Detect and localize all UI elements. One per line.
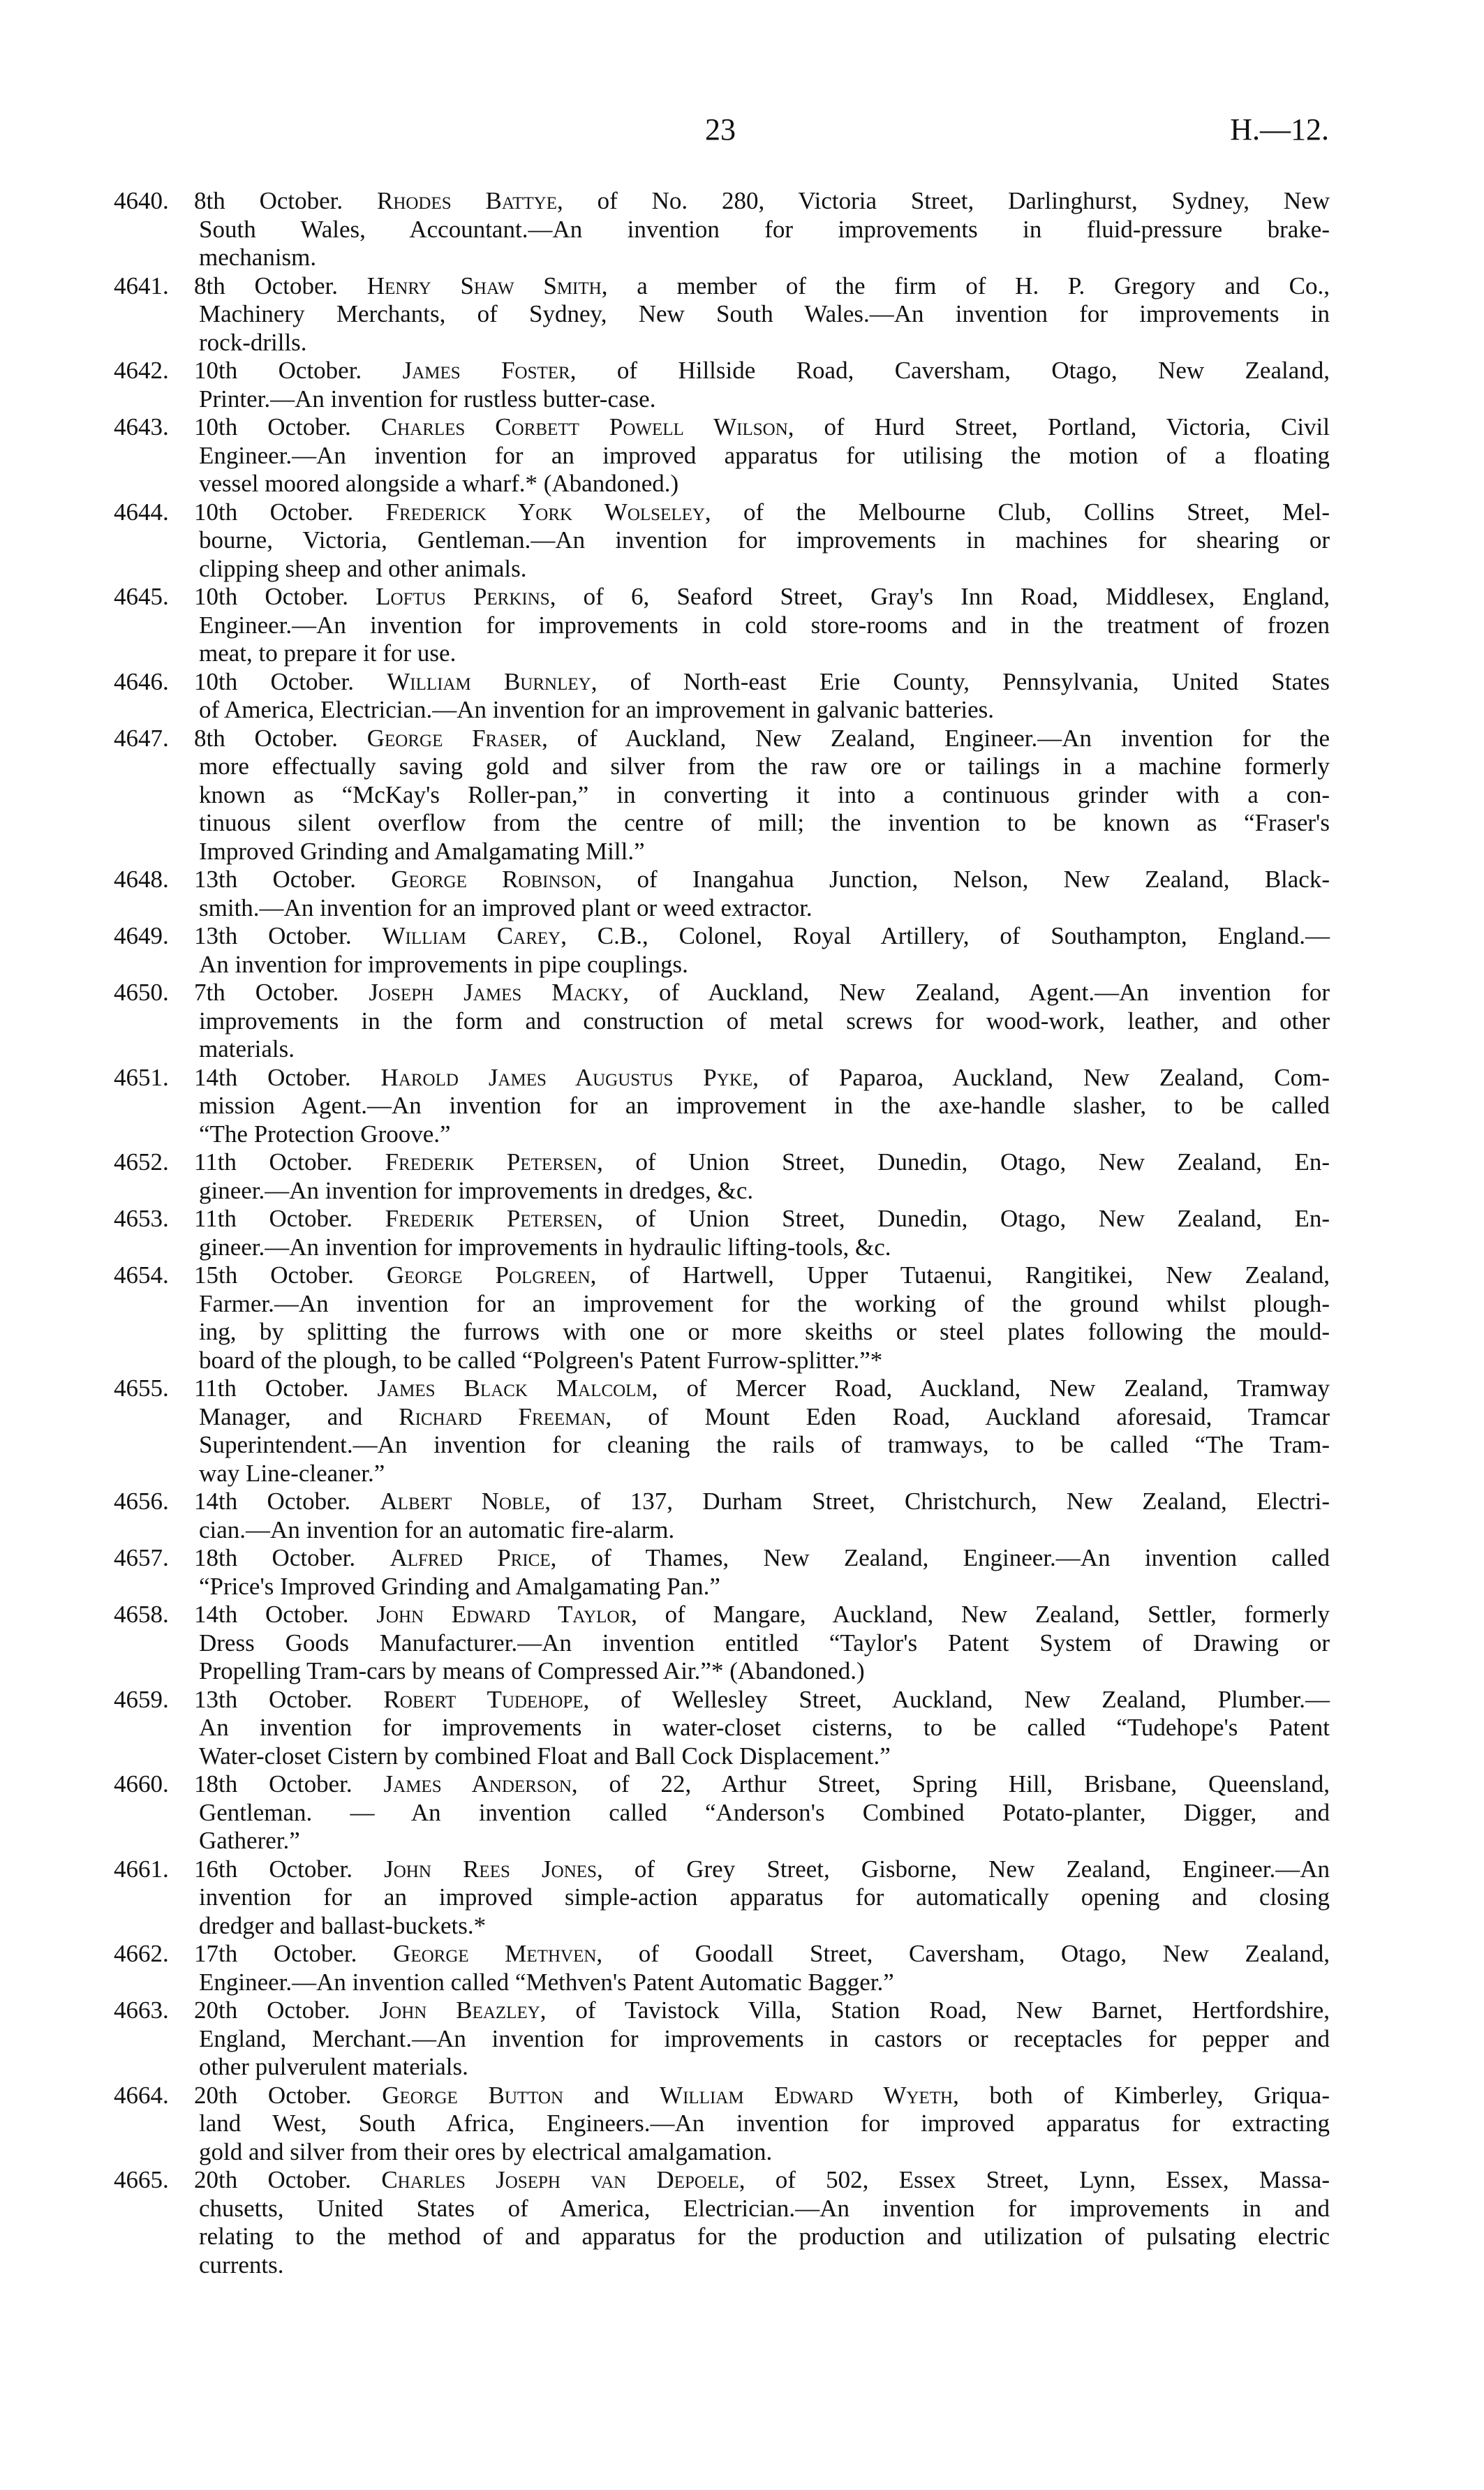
applicant-name: John Edward Taylor bbox=[376, 1601, 632, 1628]
entry-line: 18th October. James Anderson, of 22, Arthur Street, Spring Hill, Brisbane, Queensland, bbox=[194, 1770, 1330, 1798]
patent-entry bbox=[114, 1148, 1330, 1205]
entry-line: clipping sheep and other animals. bbox=[199, 554, 527, 582]
entry-line: 14th October. Harold James Augustus Pyke, of Paparoa, Auckland, New Zealand, Com- bbox=[194, 1063, 1330, 1091]
document-reference: H.—12. bbox=[1230, 112, 1329, 147]
patent-entry bbox=[114, 2082, 1330, 2167]
entry-line: known as “McKay's Roller-pan,” in converting it into a continuous grinder with a con- bbox=[199, 780, 1330, 808]
entry-line: Improved Grinding and Amalgamating Mill.” bbox=[199, 837, 645, 865]
entry-number: 4645. bbox=[114, 583, 169, 610]
patent-entry bbox=[114, 498, 1330, 584]
applicant-name: Frederick York Wolseley bbox=[385, 498, 705, 526]
patent-entry bbox=[114, 1488, 1330, 1544]
entry-number: 4652. bbox=[114, 1148, 169, 1176]
patent-entry bbox=[114, 668, 1330, 725]
applicant-name: John Rees Jones bbox=[384, 1855, 597, 1883]
page-header bbox=[0, 112, 1484, 154]
entry-line: other pulverulent materials. bbox=[199, 2053, 468, 2080]
applicant-name: George Methven bbox=[393, 1940, 597, 1967]
entry-line: Dress Goods Manufacturer.—An invention entitled “Taylor's Patent System of Drawing or bbox=[199, 1629, 1330, 1657]
entry-number: 4657. bbox=[114, 1544, 169, 1571]
applicant-name: Loftus Perkins bbox=[376, 583, 550, 610]
applicant-name: William Carey bbox=[382, 922, 561, 949]
patent-entry bbox=[114, 1601, 1330, 1686]
entry-number: 4650. bbox=[114, 979, 169, 1006]
entry-number: 4644. bbox=[114, 498, 169, 526]
entry-line: Farmer.—An invention for an improvement for the working of the ground whilst plough- bbox=[199, 1289, 1330, 1317]
patent-entry bbox=[114, 1261, 1330, 1374]
applicant-name: George Button bbox=[382, 2081, 564, 2109]
applicant-name: Robert Tudehope bbox=[383, 1685, 584, 1713]
patent-entry bbox=[114, 187, 1330, 272]
entry-line: bourne, Victoria, Gentleman.—An invention for improvements in machines for shearing or bbox=[199, 526, 1330, 554]
applicant-name: Charles Joseph van Depoele bbox=[381, 2166, 739, 2193]
applicant-name: Harold James Augustus Pyke bbox=[380, 1063, 753, 1091]
patent-entry bbox=[114, 922, 1330, 979]
entry-line: 14th October. Albert Noble, of 137, Durham Street, Christchurch, New Zealand, Electri- bbox=[194, 1488, 1330, 1515]
entry-line: Engineer.—An invention for an improved apparatus for utilising the motion of a floating bbox=[199, 441, 1330, 469]
entry-line: 10th October. Charles Corbett Powell Wilson, of Hurd Street, Portland, Victoria, Civil bbox=[194, 413, 1330, 440]
entry-number: 4665. bbox=[114, 2166, 169, 2193]
entry-line: 10th October. Loftus Perkins, of 6, Seaford Street, Gray's Inn Road, Middlesex, England, bbox=[194, 583, 1330, 610]
entry-line: relating to the method of and apparatus for the production and utilization of pulsating electric bbox=[199, 2223, 1330, 2250]
entry-line: 11th October. Frederik Petersen, of Union Street, Dunedin, Otago, New Zealand, En- bbox=[194, 1205, 1330, 1232]
entry-line: more effectually saving gold and silver from the raw ore or tailings in a machine formerly bbox=[199, 753, 1330, 780]
entry-number: 4646. bbox=[114, 667, 169, 695]
entry-line: gold and silver from their ores by electrical amalgamation. bbox=[199, 2137, 773, 2165]
entry-number: 4648. bbox=[114, 866, 169, 893]
entry-line: Propelling Tram-cars by means of Compressed Air.”* (Abandoned.) bbox=[199, 1657, 865, 1684]
entry-line: Gentleman. — An invention called “Anderson's Combined Potato-planter, Digger, and bbox=[199, 1798, 1330, 1826]
applicant-name: Henry Shaw Smith bbox=[366, 272, 602, 299]
patent-entry bbox=[114, 1770, 1330, 1855]
entry-line: vessel moored alongside a wharf.* (Abandoned.) bbox=[199, 470, 679, 497]
applicant-name: James Black Malcolm bbox=[377, 1374, 652, 1402]
applicant-name: Frederik Petersen bbox=[385, 1148, 598, 1176]
patent-entries-list bbox=[114, 187, 1330, 2279]
applicant-name: George Robinson bbox=[391, 866, 596, 893]
entry-line: 16th October. John Rees Jones, of Grey Street, Gisborne, New Zealand, Engineer.—An bbox=[194, 1855, 1330, 1883]
entry-line: gineer.—An invention for improvements in hydraulic lifting-tools, &c. bbox=[199, 1233, 891, 1261]
entry-line: England, Merchant.—An invention for improvements in castors or receptacles for pepper and bbox=[199, 2024, 1330, 2052]
entry-line: 13th October. Robert Tudehope, of Wellesley Street, Auckland, New Zealand, Plumber.— bbox=[194, 1685, 1330, 1713]
entry-number: 4647. bbox=[114, 724, 169, 752]
entry-line: Printer.—An invention for rustless butter-case. bbox=[199, 385, 656, 413]
entry-line: 20th October. John Beazley, of Tavistock Villa, Station Road, New Barnet, Hertfordshire, bbox=[194, 1996, 1330, 2024]
entry-number: 4649. bbox=[114, 922, 169, 949]
entry-line: 17th October. George Methven, of Goodall Street, Caversham, Otago, New Zealand, bbox=[194, 1940, 1330, 1967]
entry-line: Gatherer.” bbox=[199, 1827, 300, 1854]
entry-line: meat, to prepare it for use. bbox=[199, 639, 457, 667]
entry-line: 20th October. Charles Joseph van Depoele, of 502, Essex Street, Lynn, Essex, Massa- bbox=[194, 2166, 1330, 2193]
applicant-name: William Burnley bbox=[387, 667, 591, 695]
applicant-name: Albert Noble bbox=[380, 1488, 545, 1515]
patent-entry bbox=[114, 1855, 1330, 1941]
patent-entry bbox=[114, 357, 1330, 413]
entry-line: materials. bbox=[199, 1035, 295, 1062]
entry-line: 13th October. William Carey, C.B., Colonel, Royal Artillery, of Southampton, England.— bbox=[194, 922, 1330, 949]
entry-number: 4655. bbox=[114, 1374, 169, 1402]
entry-number: 4654. bbox=[114, 1261, 169, 1289]
applicant-name: James Anderson bbox=[383, 1770, 572, 1798]
entry-line: invention for an improved simple-action apparatus for automatically opening and closing bbox=[199, 1883, 1330, 1911]
applicant-name: John Beazley bbox=[379, 1996, 540, 2024]
entry-line: An invention for improvements in water-closet cisterns, to be called “Tudehope's Patent bbox=[199, 1714, 1330, 1741]
entry-number: 4643. bbox=[114, 413, 169, 440]
patent-entry bbox=[114, 413, 1330, 498]
entry-line: 20th October. George Button and William Edward Wyeth, both of Kimberley, Griqua- bbox=[194, 2081, 1330, 2109]
entry-number: 4656. bbox=[114, 1488, 169, 1515]
entry-line: 8th October. George Fraser, of Auckland, New Zealand, Engineer.—An invention for the bbox=[194, 724, 1330, 752]
entry-number: 4653. bbox=[114, 1205, 169, 1232]
entry-line: Superintendent.—An invention for cleaning the rails of tramways, to be called “The Tram- bbox=[199, 1431, 1330, 1458]
entry-line: 10th October. William Burnley, of North-east Erie County, Pennsylvania, United States bbox=[194, 667, 1330, 695]
entry-number: 4651. bbox=[114, 1063, 169, 1091]
patent-entry bbox=[114, 725, 1330, 866]
entry-number: 4660. bbox=[114, 1770, 169, 1798]
entry-line: ing, by splitting the furrows with one or more skeiths or steel plates following the mould- bbox=[199, 1318, 1330, 1345]
entry-number: 4640. bbox=[114, 187, 169, 214]
applicant-name: George Fraser bbox=[366, 724, 542, 752]
entry-number: 4661. bbox=[114, 1855, 169, 1883]
patent-entry bbox=[114, 1064, 1330, 1149]
applicant-name: Rhodes Battye bbox=[376, 187, 557, 214]
patent-entry bbox=[114, 2166, 1330, 2279]
entry-line: 8th October. Rhodes Battye, of No. 280, Victoria Street, Darlinghurst, Sydney, New bbox=[194, 187, 1330, 214]
patent-entry bbox=[114, 1205, 1330, 1261]
entry-line: Manager, and Richard Freeman, of Mount Eden Road, Auckland aforesaid, Tramcar bbox=[199, 1402, 1330, 1430]
entry-number: 4664. bbox=[114, 2081, 169, 2109]
applicant-name: William Edward Wyeth bbox=[660, 2081, 954, 2109]
entry-line: 11th October. Frederik Petersen, of Union Street, Dunedin, Otago, New Zealand, En- bbox=[194, 1148, 1330, 1176]
entry-line: 11th October. James Black Malcolm, of Mercer Road, Auckland, New Zealand, Tramway bbox=[194, 1374, 1330, 1402]
patent-entry bbox=[114, 1686, 1330, 1771]
patent-entry bbox=[114, 583, 1330, 668]
entry-line: dredger and ballast-buckets.* bbox=[199, 1911, 487, 1939]
entry-line: 10th October. Frederick York Wolseley, of the Melbourne Club, Collins Street, Mel- bbox=[194, 498, 1330, 526]
entry-line: South Wales, Accountant.—An invention for improvements in fluid-pressure brake- bbox=[199, 215, 1330, 243]
applicant-name: Frederik Petersen bbox=[385, 1205, 598, 1232]
entry-number: 4659. bbox=[114, 1685, 169, 1713]
entry-line: 14th October. John Edward Taylor, of Mangare, Auckland, New Zealand, Settler, formerly bbox=[194, 1601, 1330, 1628]
entry-line: currents. bbox=[199, 2251, 284, 2278]
patent-entry bbox=[114, 866, 1330, 922]
patent-entry bbox=[114, 272, 1330, 357]
entry-line: “The Protection Groove.” bbox=[199, 1120, 451, 1148]
applicant-name: James Foster bbox=[402, 357, 570, 384]
entry-number: 4663. bbox=[114, 1996, 169, 2024]
entry-line: mission Agent.—An invention for an improvement in the axe-handle slasher, to be called bbox=[199, 1092, 1330, 1119]
entry-line: smith.—An invention for an improved plant or weed extractor. bbox=[199, 894, 813, 921]
entry-line: 8th October. Henry Shaw Smith, a member of the firm of H. P. Gregory and Co., bbox=[194, 272, 1330, 299]
entry-number: 4658. bbox=[114, 1601, 169, 1628]
entry-line: “Price's Improved Grinding and Amalgamating Pan.” bbox=[199, 1572, 720, 1600]
entry-number: 4662. bbox=[114, 1940, 169, 1967]
entry-line: 7th October. Joseph James Macky, of Auckland, New Zealand, Agent.—An invention for bbox=[194, 979, 1330, 1006]
entry-line: 15th October. George Polgreen, of Hartwell, Upper Tutaenui, Rangitikei, New Zealand, bbox=[194, 1261, 1330, 1289]
entry-line: way Line-cleaner.” bbox=[199, 1459, 385, 1487]
entry-line: improvements in the form and construction of metal screws for wood-work, leather, and other bbox=[199, 1007, 1330, 1035]
entry-line: tinuous silent overflow from the centre of mill; the invention to be known as “Fraser's bbox=[199, 809, 1330, 836]
applicant-name: Charles Corbett Powell Wilson bbox=[380, 413, 788, 440]
entry-line: 13th October. George Robinson, of Inangahua Junction, Nelson, New Zealand, Black- bbox=[194, 866, 1330, 893]
page-number: 23 bbox=[705, 112, 736, 147]
entry-line: Water-closet Cistern by combined Float and Ball Cock Displacement.” bbox=[199, 1742, 891, 1770]
entry-line: of America, Electrician.—An invention for an improvement in galvanic batteries. bbox=[199, 696, 995, 723]
entry-line: gineer.—An invention for improvements in dredges, &c. bbox=[199, 1176, 754, 1204]
patent-entry bbox=[114, 979, 1330, 1064]
applicant-name: Richard Freeman bbox=[399, 1402, 606, 1430]
entry-number: 4642. bbox=[114, 357, 169, 384]
entry-line: rock-drills. bbox=[199, 328, 307, 356]
entry-line: Engineer.—An invention called “Methven's Patent Automatic Bagger.” bbox=[199, 1968, 894, 1996]
entry-line: cian.—An invention for an automatic fire-alarm. bbox=[199, 1516, 675, 1543]
applicant-name: George Polgreen bbox=[386, 1261, 591, 1289]
entry-number: 4641. bbox=[114, 272, 169, 299]
applicant-name: Joseph James Macky bbox=[369, 979, 623, 1006]
entry-line: 18th October. Alfred Price, of Thames, New Zealand, Engineer.—An invention called bbox=[194, 1544, 1330, 1571]
entry-line: Machinery Merchants, of Sydney, New South Wales.—An invention for improvements in bbox=[199, 300, 1330, 327]
entry-line: Engineer.—An invention for improvements in cold store-rooms and in the treatment of frozen bbox=[199, 611, 1330, 639]
patent-entry bbox=[114, 1544, 1330, 1601]
entry-line: mechanism. bbox=[199, 244, 317, 271]
entry-line: chusetts, United States of America, Electrician.—An invention for improvements in and bbox=[199, 2194, 1330, 2222]
entry-line: land West, South Africa, Engineers.—An invention for improved apparatus for extracting bbox=[199, 2110, 1330, 2137]
patent-entry bbox=[114, 1374, 1330, 1488]
entry-line: 10th October. James Foster, of Hillside Road, Caversham, Otago, New Zealand, bbox=[194, 357, 1330, 384]
applicant-name: Alfred Price bbox=[389, 1544, 551, 1571]
patent-entry bbox=[114, 1996, 1330, 2082]
patent-entry bbox=[114, 1940, 1330, 1996]
entry-line: board of the plough, to be called “Polgreen's Patent Furrow-splitter.”* bbox=[199, 1346, 883, 1374]
entry-line: An invention for improvements in pipe couplings. bbox=[199, 950, 688, 978]
